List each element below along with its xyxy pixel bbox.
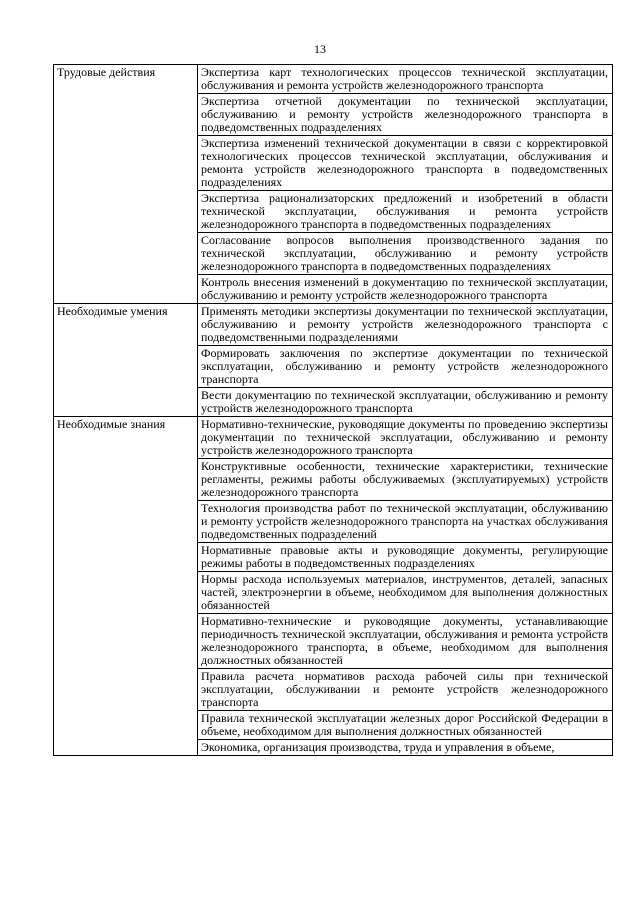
- section-label: Необходимые умения: [54, 304, 198, 417]
- table-row: [54, 417, 613, 459]
- section-item: Технология производства работ по технической эксплуатации, обслуживанию и ремонту устройств железнодорожного транспорта на участках обслуживания подведомственных подразделений: [198, 501, 613, 543]
- section-item: Правила расчета нормативов расхода рабочей силы при технической эксплуатации, обслуживании и ремонте устройств железнодорожного транспорта: [198, 669, 613, 711]
- competency-table: [53, 64, 613, 756]
- section-item: Экспертиза отчетной документации по технической эксплуатации, обслуживанию и ремонту устройств железнодорожного транспорта в подведомственных подразделениях: [198, 94, 613, 136]
- section-item: Нормативно-технические и руководящие документы, устанавливающие периодичность технической эксплуатации, обслуживания и ремонта устройств железнодорожного транспорта, в объеме, необходимом для выполнения должностных обязанностей: [198, 614, 613, 669]
- table-row: [54, 65, 613, 94]
- section-item: Нормы расхода используемых материалов, инструментов, деталей, запасных частей, электроэнергии в объеме, необходимом для выполнения должностных обязанностей: [198, 572, 613, 614]
- section-item: Конструктивные особенности, технические характеристики, технические регламенты, режимы работы обслуживаемых (эксплуатируемых) устройств железнодорожного транспорта: [198, 459, 613, 501]
- page-number: 13: [314, 42, 326, 56]
- section-item: Формировать заключения по экспертизе документации по технической эксплуатации, обслуживанию и ремонту устройств железнодорожного транспорта: [198, 346, 613, 388]
- section-item: Нормативно-технические, руководящие документы по проведению экспертизы документации по технической эксплуатации, обслуживанию и ремонту устройств железнодорожного транспорта: [198, 417, 613, 459]
- section-item: Вести документацию по технической эксплуатации, обслуживанию и ремонту устройств железнодорожного транспорта: [198, 388, 613, 417]
- section-item: Экономика, организация производства, труда и управления в объеме,: [198, 740, 613, 756]
- section-item: Контроль внесения изменений в документацию по технической эксплуатации, обслуживанию и ремонту устройств железнодорожного транспорта: [198, 275, 613, 304]
- section-label: Трудовые действия: [54, 65, 198, 304]
- section-item: Нормативные правовые акты и руководящие документы, регулирующие режимы работы в подведомственных подразделениях: [198, 543, 613, 572]
- section-item: Экспертиза рационализаторских предложений и изобретений в области технической эксплуатации, обслуживания и ремонта устройств железнодорожного транспорта в подведомственных подразделениях: [198, 191, 613, 233]
- section-item: Правила технической эксплуатации железных дорог Российской Федерации в объеме, необходимом для выполнения должностных обязанностей: [198, 711, 613, 740]
- section-item: Согласование вопросов выполнения производственного задания по технической эксплуатации, обслуживанию и ремонту устройств железнодорожного транспорта в подведомственных подразделениях: [198, 233, 613, 275]
- table-row: [54, 304, 613, 346]
- section-item: Применять методики экспертизы документации по технической эксплуатации, обслуживанию и ремонту устройств железнодорожного транспорта с подведомственными подразделениями: [198, 304, 613, 346]
- section-label: Необходимые знания: [54, 417, 198, 756]
- section-item: Экспертиза карт технологических процессов технической эксплуатации, обслуживания и ремонта устройств железнодорожного транспорта: [198, 65, 613, 94]
- section-item: Экспертиза изменений технической документации в связи с корректировкой технологических процессов технической эксплуатации, обслуживания и ремонта устройств железнодорожного транспорта в подведомственных подразделениях: [198, 136, 613, 191]
